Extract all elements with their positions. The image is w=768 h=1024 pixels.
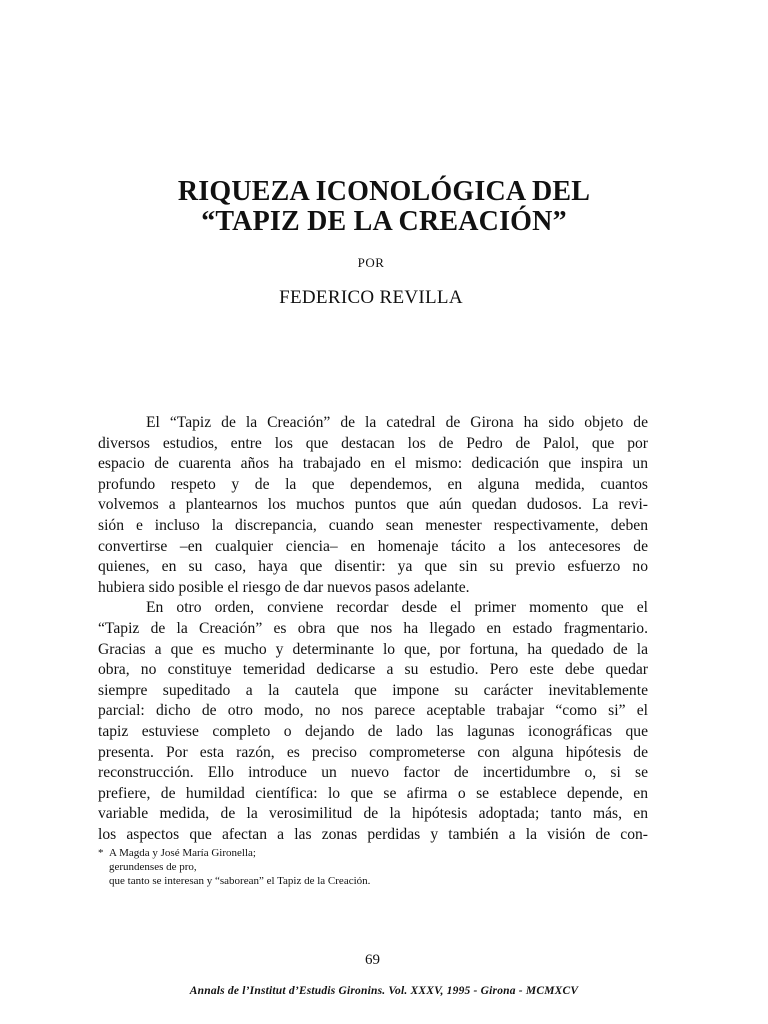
footnote-line-1 <box>98 846 370 860</box>
body-line: siempre supeditado a la cautela que impone su carácter inevitablemente <box>98 681 648 699</box>
body-line: variable medida, de la verosimilitud de la hipótesis adoptada; tanto más, en <box>98 805 648 823</box>
journal-footer: Annals de l’Institut d’Estudis Gironins. Vol. XXXV, 1995 - Girona - MCMXCV <box>189 985 579 997</box>
footnote <box>98 846 370 888</box>
body-line: “Tapiz de la Creación” es obra que nos ha llegado en estado fragmentario. <box>98 619 648 637</box>
body-line: parcial: dicho de otro modo, no nos parece aceptable trabajar “como si” el <box>98 702 648 720</box>
body-line: los aspectos que afectan a las zonas perdidas y también a la visión de con- <box>98 825 648 843</box>
body-line: volvemos a plantearnos los muchos puntos que aún quedan dudosos. La revi- <box>98 496 648 514</box>
article-title-line-1: RIQUEZA ICONOLÓGICA DEL <box>177 176 591 207</box>
body-line: presenta. Por esta razón, es preciso comprometerse con alguna hipótesis de <box>98 743 648 761</box>
body-text <box>98 413 648 845</box>
footnote-line-2: gerundenses de pro, <box>109 861 197 873</box>
body-line: diversos estudios, entre los que destacan los de Pedro de Palol, que por <box>98 434 648 452</box>
article-title <box>0 177 768 237</box>
body-line: obra, no constituye temeridad dedicarse a su estudio. Pero este debe quedar <box>98 661 648 679</box>
page-number: 69 <box>365 952 380 968</box>
body-line: sión e incluso la discrepancia, cuando sean menester respectivamente, deben <box>98 516 648 534</box>
body-line: espacio de cuarenta años ha trabajado en el mismo: dedicación que inspira un <box>98 455 648 473</box>
body-line: convertirse –en cualquier ciencia– en homenaje tácito a los antecesores de <box>98 537 648 555</box>
footnote-mark: * <box>98 847 104 859</box>
footnote-text-1: A Magda y José María Gironella; <box>109 847 256 859</box>
footnote-line-3: que tanto se interesan y “saborean” el Tapiz de la Creación. <box>109 875 371 887</box>
body-line: Gracias a que es mucho y determinante lo que, por fortuna, ha quedado de la <box>98 640 648 658</box>
body-line: hubiera sido posible el riesgo de dar nuevos pasos adelante. <box>98 578 470 596</box>
body-line: tapiz estuviese completo o dejando de lado las lagunas iconográficas que <box>98 722 648 740</box>
article-title-line-2: “TAPIZ DE LA CREACIÓN” <box>201 206 567 237</box>
body-line: El “Tapiz de la Creación” de la catedral de Girona ha sido objeto de <box>146 414 648 431</box>
body-line: En otro orden, conviene recordar desde el primer momento que el <box>146 599 648 617</box>
body-line: reconstrucción. Ello introduce un nuevo factor de incertidumbre o, si se <box>98 764 648 782</box>
author-name: FEDERICO REVILLA <box>279 287 463 308</box>
body-line: profundo respeto y de la que dependemos, en alguna medida, cuantos <box>98 475 648 493</box>
body-line: quienes, en su caso, haya que disentir: ya que sin su previo esfuerzo no <box>98 558 648 576</box>
byline-label: POR <box>357 255 385 270</box>
body-line: prefiere, de humildad científica: lo que se afirma o se establece depende, en <box>98 784 648 802</box>
